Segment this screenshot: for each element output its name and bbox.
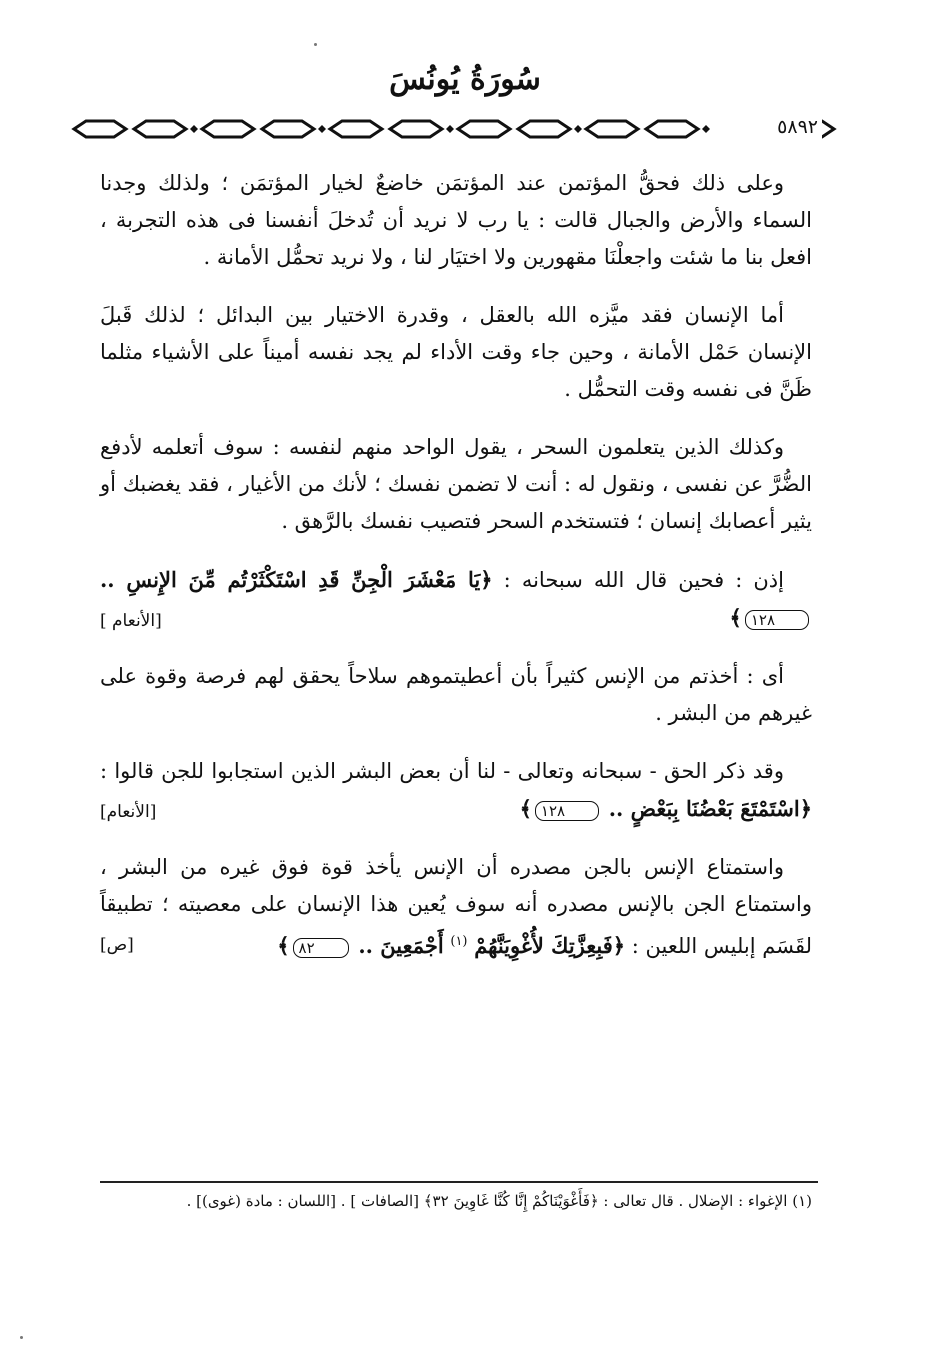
paragraph-quran-quote (100, 849, 812, 965)
ayah-number: ١٢٨ (745, 610, 809, 630)
quran-bracket: ﴾ (519, 796, 532, 821)
surah-reference: [الأنعام] (100, 802, 157, 822)
page-number: ٥٨٩٢ (773, 114, 822, 140)
quran-bracket: ﴾ (729, 605, 742, 630)
paragraph: وعلى ذلك فحقُّ المؤتمن عند المؤتمَن خاضعٌ لخيار المؤتمَن ؛ ولذلك وجدنا السماء والأرض والجبال قالت : يا رب لا نريد أن تُدخلَ أنفسنا فى هذه التجربة ، افعل بنا ما شئت واجعلْنَا مقهورين ولا اختيَار لنا ، ولا نريد تحمُّل الأمانة . (100, 171, 812, 269)
scan-speck (314, 43, 317, 46)
body-text (100, 165, 812, 986)
quran-verse: أَجْمَعِينَ .. (358, 933, 444, 958)
paragraph: أى : أخذتم من الإنس كثيراً بأن أعطيتموهم سلاحاً يحقق لهم فرصة وقوة على غيرهم من البشر . (100, 664, 812, 725)
paragraph-text: واستمتاع الإنس بالجن مصدره أن الإنس يأخذ قوة فوق غيره من البشر ، واستمتاع الجن بالإنس مصدره أنه سوف يُعين هذا الإنسان على معصيته ؛ تطبيقاً لقَسَم إبليس اللعين : (100, 855, 812, 958)
surah-reference: [الأنعام ] (100, 611, 162, 631)
footnote: (١) الإغواء : الإضلال . قال تعالى : ﴿فَأَغْوَيْنَاكُمْ إِنَّا كُنَّا غَاوِينَ ٣٢﴾ [الصافات ] . [اللسان : مادة (غوى)] . (186, 1192, 812, 1210)
paragraph-quran-quote (100, 561, 812, 637)
paragraph-text: إذن : فحين قال الله سبحانه : (503, 568, 784, 592)
scan-speck (20, 1336, 23, 1339)
surah-reference: [ص] (100, 935, 134, 955)
surah-title: سُورَةُ يُونُسَ (389, 62, 541, 97)
quran-bracket: ﴾ (277, 933, 290, 958)
ayah-number: ١٢٨ (535, 801, 599, 821)
quran-verse: ﴿اسْتَمْتَعَ بَعْضُنَا بِبَعْضٍ .. (608, 796, 812, 821)
paragraph-quran-quote (100, 753, 812, 828)
quran-verse: ﴿يَا مَعْشَرَ الْجِنِّ قَدِ اسْتَكْثَرْتُم مِّنَ الإِنسِ .. (100, 567, 493, 592)
decorative-border (68, 116, 840, 142)
paragraph-text: وقد ذكر الحق - سبحانه وتعالى - لنا أن بعض البشر الذين استجابوا للجن قالوا : (100, 759, 784, 783)
footnote-divider (100, 1181, 818, 1183)
paragraph: أما الإنسان فقد ميَّزه الله بالعقل ، وقدرة الاختيار بين البدائل ؛ لذلك قَبلَ الإنسان حَمْل الأمانة ، وحين جاء وقت الأداء لم يجد نفسه أميناً على الأشياء مثلما ظَنَّ فى نفسه وقت التحمُّل . (100, 303, 812, 401)
paragraph: وكذلك الذين يتعلمون السحر ، يقول الواحد منهم لنفسه : سوف أتعلمه لأدفع الضُّرَّ عن نفسى ، ونقول له : أنت لا تضمن نفسك ؛ لأنك من الأغيار ، فقد يغضبك أو يثير أعصابك إنسان ؛ فتستخدم السحر فتصيب نفسك بالرَّهق . (100, 435, 812, 533)
quran-verse: ﴿فَبِعِزَّتِكَ لأُغْوِيَنَّهُمْ (474, 933, 626, 958)
ayah-number: ٨٢ (293, 938, 349, 958)
footnote-marker: (١) (450, 934, 468, 949)
